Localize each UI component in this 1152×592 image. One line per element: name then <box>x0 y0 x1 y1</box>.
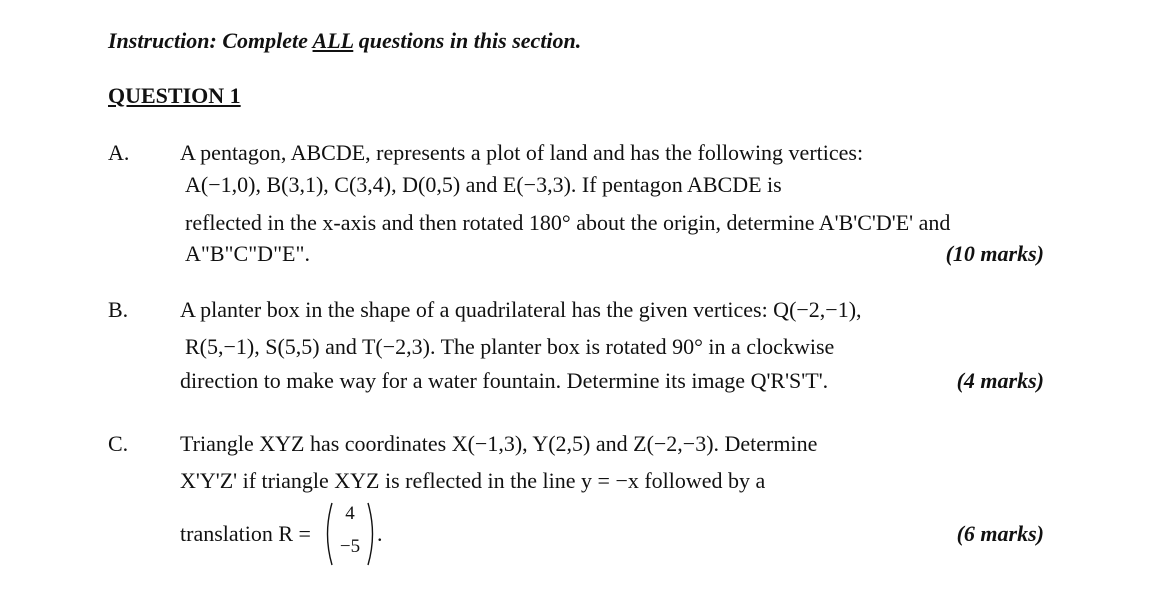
part-a-line-1: A pentagon, ABCDE, represents a plot of land and has the following vertices: <box>180 140 864 165</box>
instruction-prefix: Instruction: Complete <box>108 28 313 53</box>
part-a-marks: (10 marks) <box>945 241 1044 266</box>
instruction-emphasis: ALL <box>312 28 354 53</box>
part-c-line-2: X'Y'Z' if triangle XYZ is reflected in the line y = −x followed by a <box>180 468 766 493</box>
vector-top: 4 <box>345 503 355 524</box>
part-c-letter: C. <box>108 431 129 456</box>
instruction <box>108 28 581 54</box>
vector-bottom: −5 <box>339 536 361 557</box>
part-a-line-3: reflected in the x-axis and then rotated 180° about the origin, determine A'B'C'D'E' and <box>185 210 951 235</box>
part-a-line-4: A"B"C"D"E". <box>185 241 310 266</box>
part-a-letter: A. <box>108 140 130 165</box>
part-c-line-1: Triangle XYZ has coordinates X(−1,3), Y(2,5) and Z(−2,−3). Determine <box>180 431 818 456</box>
part-b-line-1: A planter box in the shape of a quadrilateral has the given vertices: Q(−2,−1), <box>180 297 862 322</box>
part-b-letter: B. <box>108 297 129 322</box>
part-b-marks: (4 marks) <box>956 368 1044 393</box>
translation-label: translation R = <box>180 521 311 546</box>
part-b-line-2: R(5,−1), S(5,5) and T(−2,3). The planter box is rotated 90° in a clockwise <box>185 334 835 359</box>
part-b-line-3: direction to make way for a water fountain. Determine its image Q'R'S'T'. <box>180 368 829 393</box>
part-c-marks: (6 marks) <box>956 521 1044 546</box>
translation-vector <box>322 500 378 568</box>
part-a-line-2: A(−1,0), B(3,1), C(3,4), D(0,5) and E(−3,3). If pentagon ABCDE is <box>185 172 782 197</box>
translation-period: . <box>377 521 383 546</box>
question-title: QUESTION 1 <box>108 83 241 108</box>
instruction-suffix: questions in this section. <box>353 28 582 53</box>
